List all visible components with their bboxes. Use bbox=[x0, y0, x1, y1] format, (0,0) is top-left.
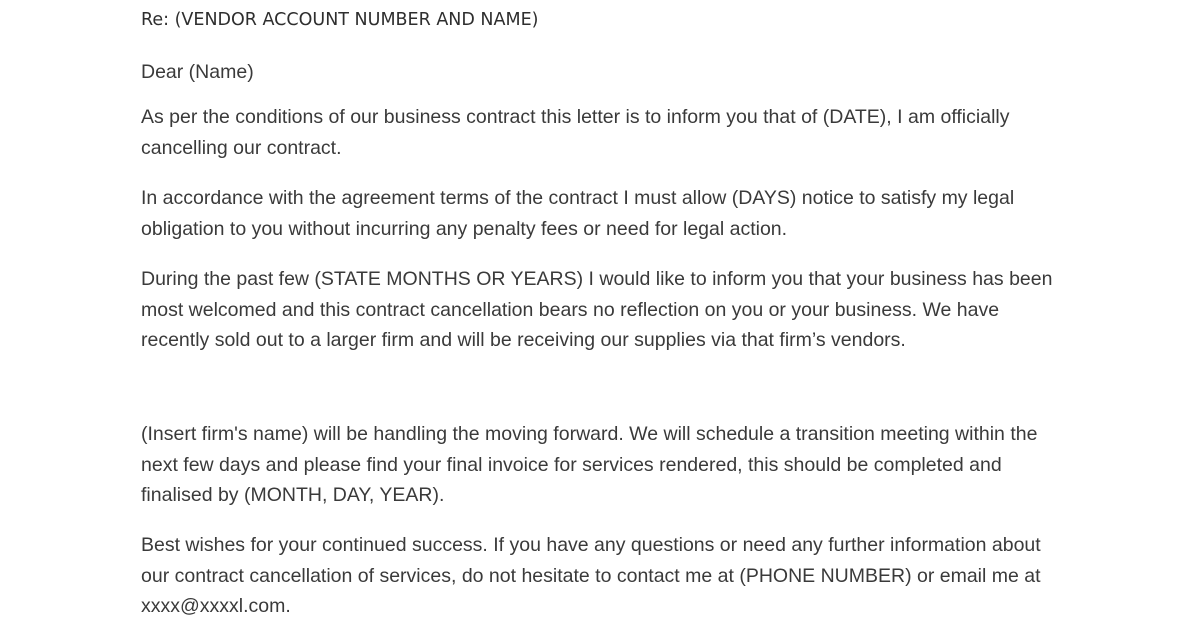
paragraph-business-relationship: During the past few (STATE MONTHS OR YEARS) I would like to inform you that your business has been most welcomed and this contract cancellation bears no reflection on you or your business. We have recently sold out to a larger firm and will be receiving our supplies via that firm’s vendors. bbox=[141, 268, 1053, 351]
paragraph-transition: (Insert firm's name) will be handling the moving forward. We will schedule a transition meeting within the next few days and please find your final invoice for services rendered, this should be completed and finalised by (MONTH, DAY, YEAR). bbox=[141, 423, 1038, 506]
paragraph-notice-period: In accordance with the agreement terms of the contract I must allow (DAYS) notice to satisfy my legal obligation to you without incurring any penalty fees or need for legal action. bbox=[141, 187, 1015, 240]
greeting: Dear (Name) bbox=[141, 61, 254, 83]
paragraph-cancellation-notice: As per the conditions of our business contract this letter is to inform you that of (DATE), I am officially cancelling our contract. bbox=[141, 106, 1010, 159]
reference-line: Re: (VENDOR ACCOUNT NUMBER AND NAME) bbox=[141, 10, 539, 30]
paragraph-closing: Best wishes for your continued success. If you have any questions or need any further information about our contract cancellation of services, do not hesitate to contact me at (PHONE NUMBER) or email me at xxxx@xxxxl.com. bbox=[141, 534, 1041, 617]
